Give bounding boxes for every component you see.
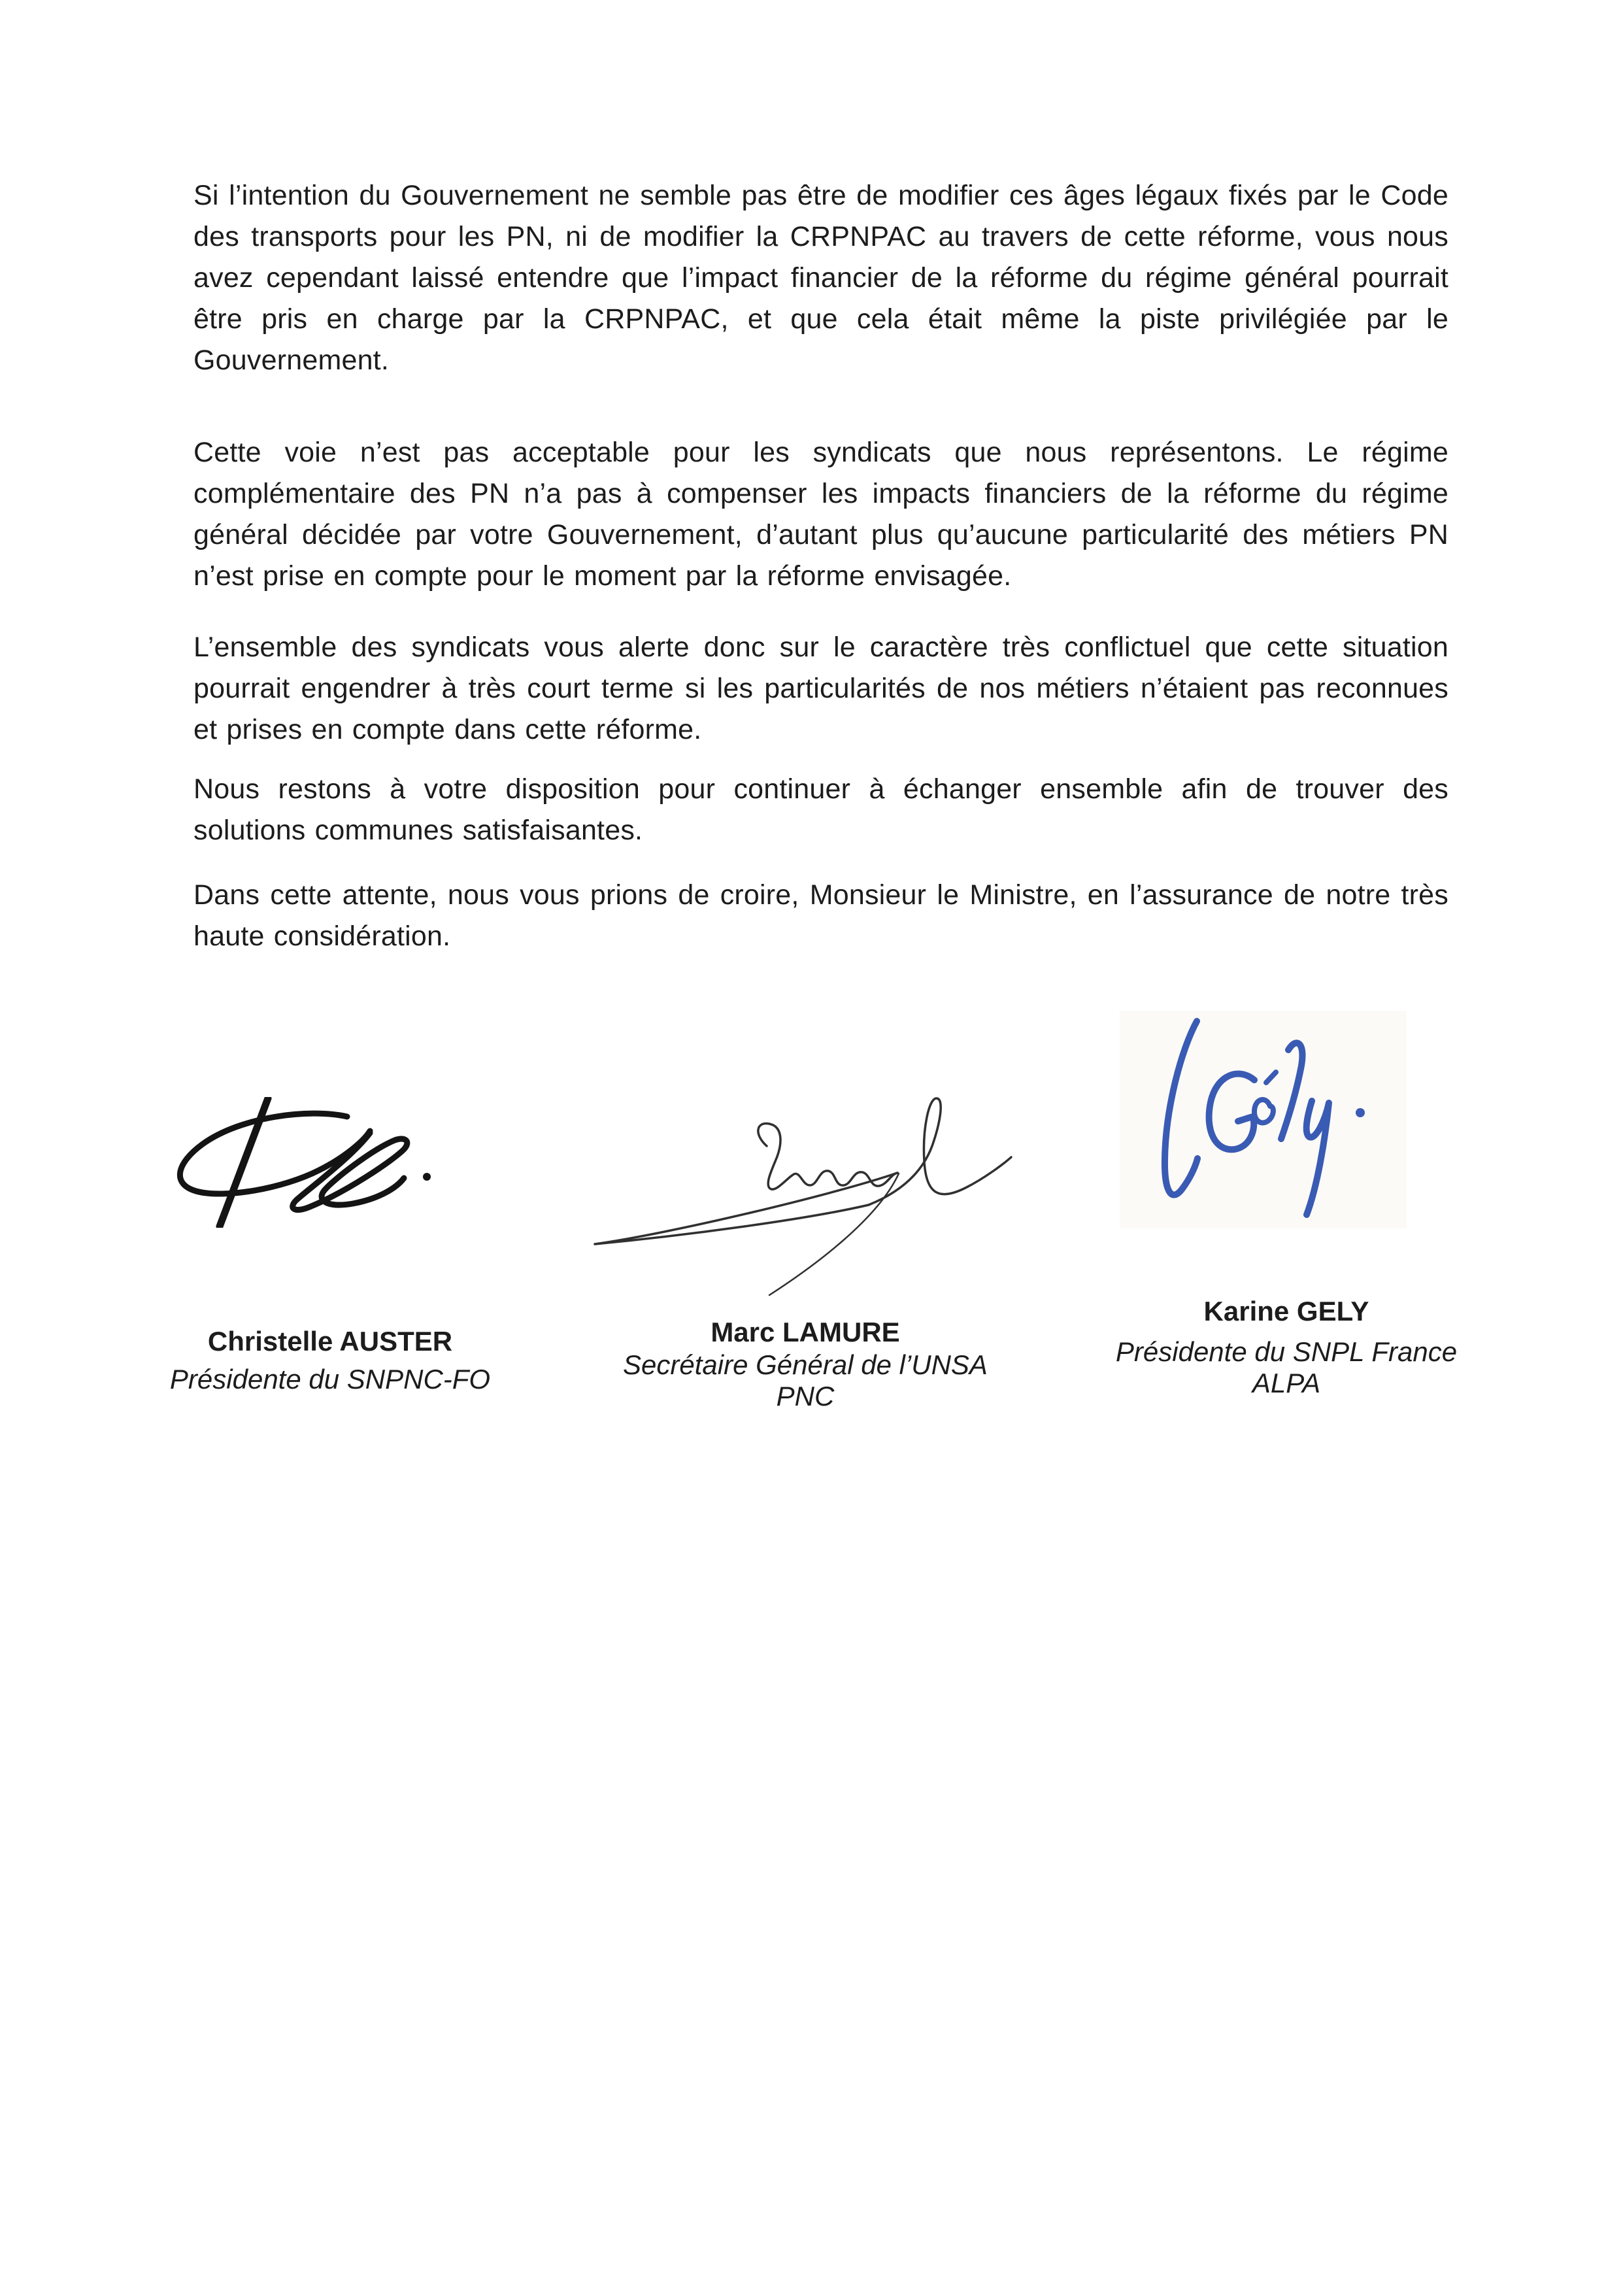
signatory-name: Karine GELY [1203,1296,1369,1326]
lamure-signature [592,1095,1013,1298]
body-paragraph: Dans cette attente, nous vous prions de croire, Monsieur le Ministre, en l’assurance de notre très haute considération. [193,879,1448,952]
signatory-name: Marc LAMURE [711,1317,900,1347]
gely-signature-panel [1120,1011,1407,1228]
signatory-block-lamure [603,1317,1008,1412]
letter-body [193,175,1448,957]
body-paragraph: Nous restons à votre disposition pour continuer à échanger ensemble afin de trouver des solutions communes satisfaisantes. [193,773,1448,846]
body-paragraph: Si l’intention du Gouvernement ne semble pas être de modifier ces âges légaux fixés par le Code des transports pour les PN, ni de modifier la CRPNPAC au travers de cette réforme, vous nous avez cependant laissé entendre que l’impact financier de la réforme du régime général pourrait être pris en charge par la CRPNPAC, et que cela était même la piste privilégiée par le Gouvernement. [193,180,1448,376]
body-paragraph: Cette voie n’est pas acceptable pour les syndicats que nous représentons. Le régime complémentaire des PN n’a pas à compenser les impacts financiers de la réforme du régime général décidée par votre Gouvernement, d’autant plus qu’aucune particularité des métiers PN n’est prise en compte pour le moment par la réforme envisagée. [193,437,1448,592]
auster-signature [162,1097,431,1228]
signatory-title: Présidente du SNPL France ALPA [1115,1336,1458,1398]
signatory-name: Christelle AUSTER [207,1326,453,1357]
body-paragraph: L’ensemble des syndicats vous alerte donc sur le caractère très conflictuel que cette situation pourrait engendrer à très court terme si les particularités de nos métiers n’étaient pas reconnues et prises en compte dans cette réforme. [193,632,1448,745]
gely-signature [1120,1011,1407,1228]
signatory-title: Secrétaire Général de l’UNSA PNC [623,1349,988,1411]
signatory-block-gely [1090,1296,1482,1399]
signatory-block-auster [134,1326,526,1395]
signatory-title: Présidente du SNPNC-FO [169,1364,491,1394]
